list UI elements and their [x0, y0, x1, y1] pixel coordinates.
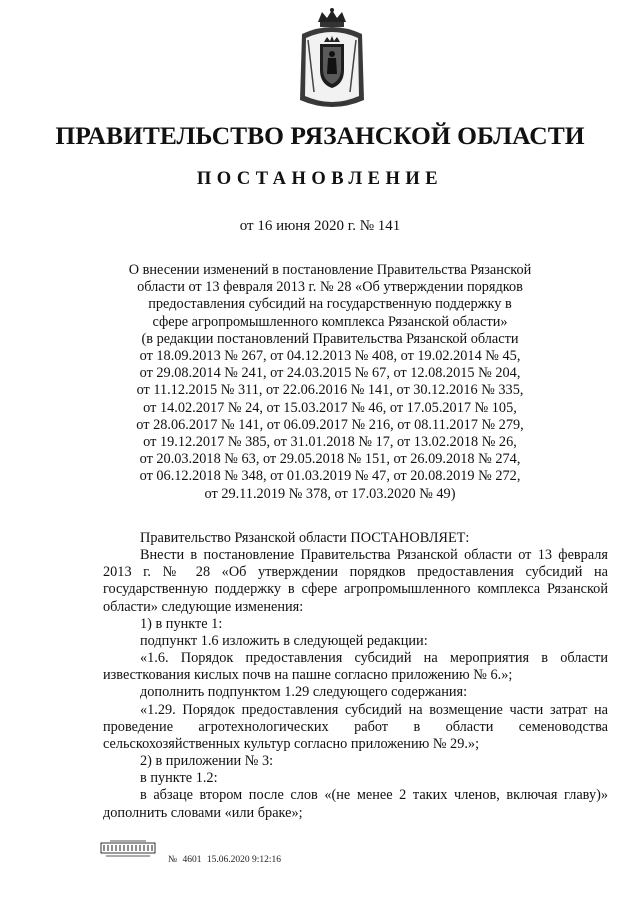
footer-doc-id: 4601 — [182, 855, 202, 865]
intro-paragraph: Внести в постановление Правительства Рязанской области от 13 февраля 2013 г. № 28 «Об утверждении порядков предоставления субсидий на государственную поддержку в сфере агропромышленного комплекса Рязанской области» следующие изменения: — [103, 547, 608, 615]
item-1-paragraph: 1) в пункте 1: — [140, 615, 223, 632]
registration-stamp-icon — [100, 837, 156, 859]
subject-line: от 14.02.2017 № 24, от 15.03.2017 № 46, от 17.05.2017 № 105, — [143, 399, 517, 416]
item-1-sub-1: подпункт 1.6 изложить в следующей редакции: — [140, 632, 428, 649]
subject-line: от 29.08.2014 № 241, от 24.03.2015 № 67, от 12.08.2015 № 204, — [139, 365, 521, 382]
subject-line: О внесении изменений в постановление Правительства Рязанской — [128, 262, 532, 278]
document-type: ПОСТАНОВЛЕНИЕ — [196, 169, 444, 189]
subject-line: (в редакции постановлений Правительства Рязанской области — [141, 330, 519, 347]
item-2-sub-1: в пункте 1.2: — [140, 770, 218, 787]
subject-line: предоставления субсидий на государственную поддержку в — [148, 296, 512, 313]
item-1-sub-2-text: «1.29. Порядок предоставления субсидий на возмещение части затрат на проведение агротехнологических работ в области семеноводства сельскохозяйственных культур согласно приложению № 29.»; — [103, 701, 608, 752]
government-title: ПРАВИТЕЛЬСТВО РЯЗАНСКОЙ ОБЛАСТИ — [55, 121, 585, 150]
footer-timestamp: 15.06.2020 9:12:16 — [206, 855, 281, 865]
coat-of-arms-emblem — [296, 8, 368, 116]
subject-line: от 18.09.2013 № 267, от 04.12.2013 № 408, от 19.02.2014 № 45, — [139, 348, 521, 365]
item-2-paragraph: 2) в приложении № 3: — [140, 753, 274, 770]
document-body — [103, 530, 608, 822]
subject-line: от 20.03.2018 № 63, от 29.05.2018 № 151, от 26.09.2018 № 274, — [139, 451, 521, 468]
footer-mark: № — [168, 855, 178, 865]
subject-line: от 11.12.2015 № 311, от 22.06.2016 № 141, от 30.12.2016 № 335, — [136, 382, 524, 399]
item-1-sub-2: дополнить подпунктом 1.29 следующего содержания: — [140, 684, 468, 701]
item-1-sub-1-text: «1.6. Порядок предоставления субсидий на мероприятия в области известкования кислых почв на пашне согласно приложению № 6.»; — [103, 650, 608, 684]
document-subject — [100, 262, 560, 503]
resolves-paragraph: Правительство Рязанской области ПОСТАНОВЛЯЕТ: — [140, 530, 470, 546]
subject-line: от 28.06.2017 № 141, от 06.09.2017 № 216, от 08.11.2017 № 279, — [136, 416, 524, 433]
item-2-sub-1-text: в абзаце втором после слов «(не менее 2 таких членов, включая главу)» дополнить словами «или браке»; — [103, 787, 608, 821]
subject-line: области от 13 февраля 2013 г. № 28 «Об утверждении порядков — [137, 279, 523, 296]
document-date-number: от 16 июня 2020 г. № 141 — [239, 218, 401, 234]
subject-line: сфере агропромышленного комплекса Рязанской области» — [152, 313, 508, 330]
subject-line: от 06.12.2018 № 348, от 01.03.2019 № 47, от 20.08.2019 № 272, — [139, 468, 521, 485]
footer-registration-note — [168, 855, 284, 865]
subject-line: от 19.12.2017 № 385, от 31.01.2018 № 17, от 13.02.2018 № 26, — [143, 434, 517, 451]
subject-line: от 29.11.2019 № 378, от 17.03.2020 № 49) — [204, 485, 456, 502]
